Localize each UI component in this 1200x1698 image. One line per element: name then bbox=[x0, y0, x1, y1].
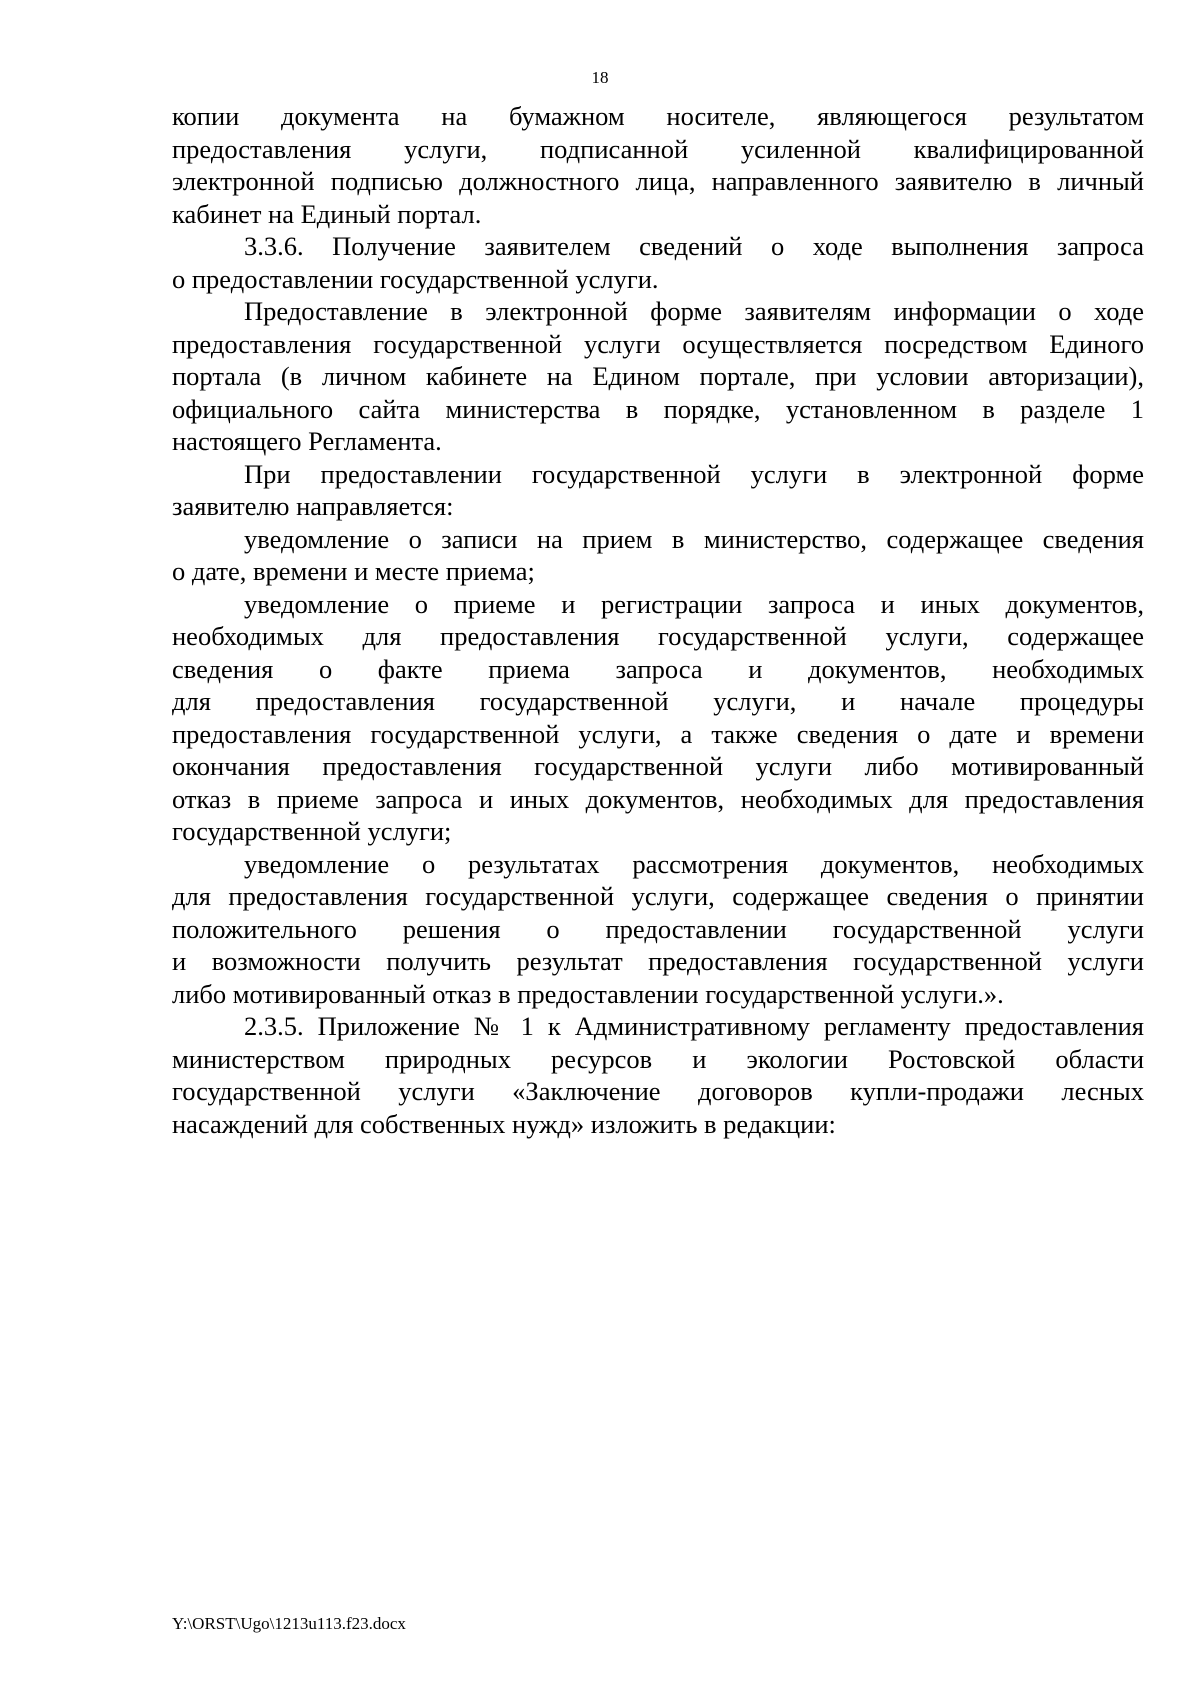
text-line: о дате, времени и месте приема; bbox=[172, 556, 535, 586]
text-line: отказ в приеме запроса и иных документов, необходимых для предоставления bbox=[172, 783, 1144, 814]
text-line: окончания предоставления государственной услуги либо мотивированный bbox=[172, 751, 1144, 781]
text-line: либо мотивированный отказ в предоставлении государственной услуги.». bbox=[172, 978, 1004, 1009]
text-line: Предоставление в электронной форме заявителям информации о ходе bbox=[244, 296, 1144, 326]
text-line: для предоставления государственной услуги, содержащее сведения о принятии bbox=[172, 881, 1144, 911]
text-line: 2.3.5. Приложение № 1 к Административному регламенту предоставления bbox=[244, 1011, 1144, 1041]
text-line: и возможности получить результат предоставления государственной услуги bbox=[172, 946, 1144, 976]
text-line: портала (в личном кабинете на Едином портале, при условии авторизации), bbox=[172, 361, 1144, 391]
text-line: При предоставлении государственной услуги в электронной форме bbox=[244, 458, 1144, 489]
text-line: предоставления государственной услуги, а также сведения о дате и времени bbox=[172, 718, 1144, 749]
text-line: уведомление о приеме и регистрации запроса и иных документов, bbox=[244, 588, 1144, 619]
text-line: предоставления государственной услуги осуществляется посредством Единого bbox=[172, 328, 1144, 359]
text-line: министерством природных ресурсов и экологии Ростовской области bbox=[172, 1043, 1144, 1074]
text-line: государственной услуги «Заключение договоров купли-продажи лесных bbox=[172, 1076, 1144, 1106]
text-line: насаждений для собственных нужд» изложить в редакции: bbox=[172, 1108, 836, 1139]
text-line: копии документа на бумажном носителе, являющегося результатом bbox=[172, 101, 1144, 131]
text-line: государственной услуги; bbox=[172, 816, 452, 846]
text-line: сведения о факте приема запроса и документов, необходимых bbox=[172, 653, 1144, 684]
text-line: 3.3.6. Получение заявителем сведений о ходе выполнения запроса bbox=[244, 231, 1144, 261]
text-line: настоящего Регламента. bbox=[172, 426, 442, 456]
footer-file-path: Y:\ORST\Ugo\1213u113.f23.docx bbox=[172, 1614, 406, 1633]
text-line: уведомление о записи на прием в министерство, содержащее сведения bbox=[244, 523, 1144, 554]
page-number: 18 bbox=[591, 68, 609, 87]
text-line: уведомление о результатах рассмотрения документов, необходимых bbox=[244, 848, 1144, 879]
text-line: кабинет на Единый портал. bbox=[172, 198, 482, 229]
text-line: о предоставлении государственной услуги. bbox=[172, 263, 659, 294]
document-body bbox=[172, 100, 1144, 1140]
text-line: предоставления услуги, подписанной усиленной квалифицированной bbox=[172, 133, 1144, 164]
text-line: положительного решения о предоставлении государственной услуги bbox=[172, 913, 1144, 944]
text-line: официального сайта министерства в порядке, установленном в разделе 1 bbox=[172, 393, 1144, 424]
text-line: необходимых для предоставления государственной услуги, содержащее bbox=[172, 621, 1144, 651]
text-line: для предоставления государственной услуги, и начале процедуры bbox=[172, 686, 1144, 716]
text-line: электронной подписью должностного лица, направленного заявителю в личный bbox=[172, 166, 1144, 196]
text-line: заявителю направляется: bbox=[172, 491, 454, 521]
